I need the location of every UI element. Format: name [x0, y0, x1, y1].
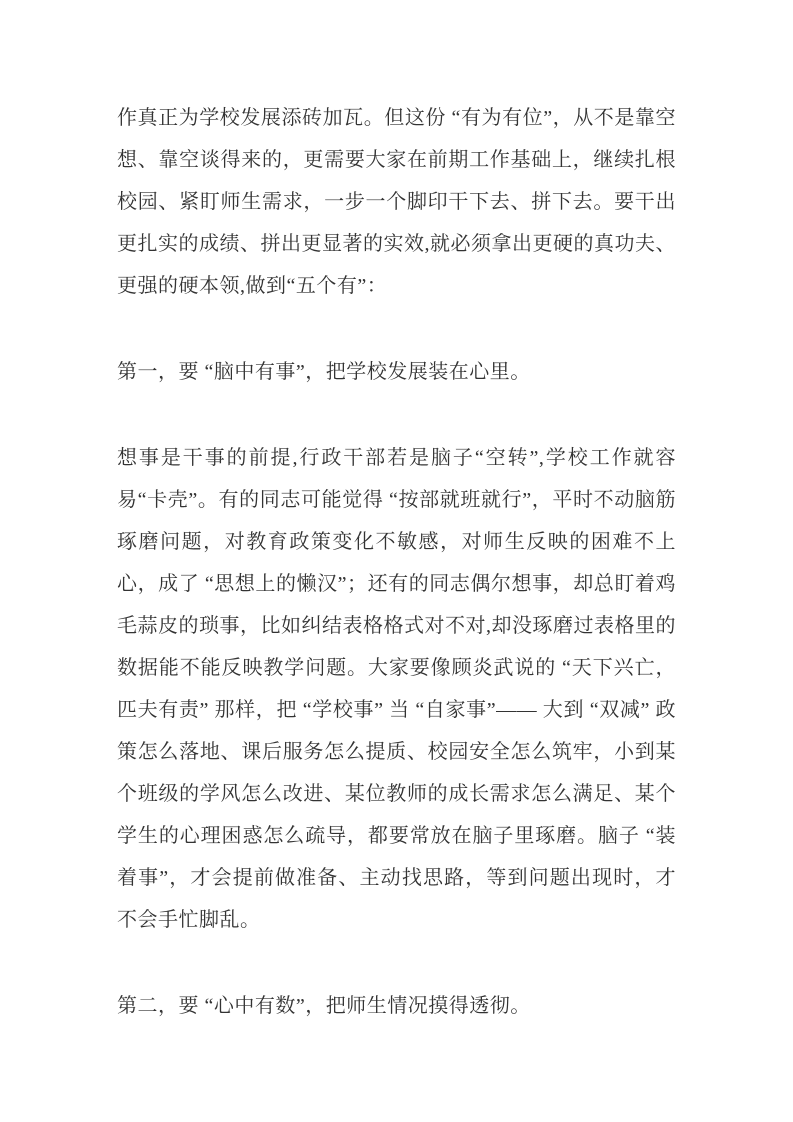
body-paragraph-intro: 作真正为学校发展添砖加瓦。但这份 “有为有位”，从不是靠空想、靠空谈得来的，更需要大家在前期工作基础上，继续扎根校园、紧盯师生需求，一步一个脚印干下去、拼下去。要干出更扎实的成绩、拼出更显著的实效,就必须拿出更硬的真功夫、更强的硬本领,做到“五个有”： — [117, 107, 676, 297]
section-heading-first: 第一，要 “脑中有事”，把学校发展装在心里。 — [117, 361, 531, 383]
body-paragraph-first-point: 想事是干事的前提,行政干部若是脑子“空转”,学校工作就容易“卡壳”。有的同志可能觉得 “按部就班就行”，平时不动脑筋琢磨问题，对教育政策变化不敏感，对师生反映的困难不上心，成了 “思想上的懒汉”；还有的同志偶尔想事，却总盯着鸡毛蒜皮的琐事，比如纠结表格格式对不对,却没琢磨过表格里的数据能不能反映教学问题。大家要像顾炎武说的 “天下兴亡，匹夫有责” 那样，把 “学校事” 当 “自家事”—— 大到 “双减” 政策怎么落地、课后服务怎么提质、校园安全怎么筑牢，小到某个班级的学风怎么改进、某位教师的成长需求怎么满足、某个学生的心理困惑怎么疏导，都要常放在脑子里琢磨。脑子 “装着事”，才会提前做准备、主动找思路，等到问题出现时，才不会手忙脚乱。 — [117, 447, 676, 931]
section-heading-second: 第二，要 “心中有数”，把师生情况摸得透彻。 — [117, 995, 531, 1017]
